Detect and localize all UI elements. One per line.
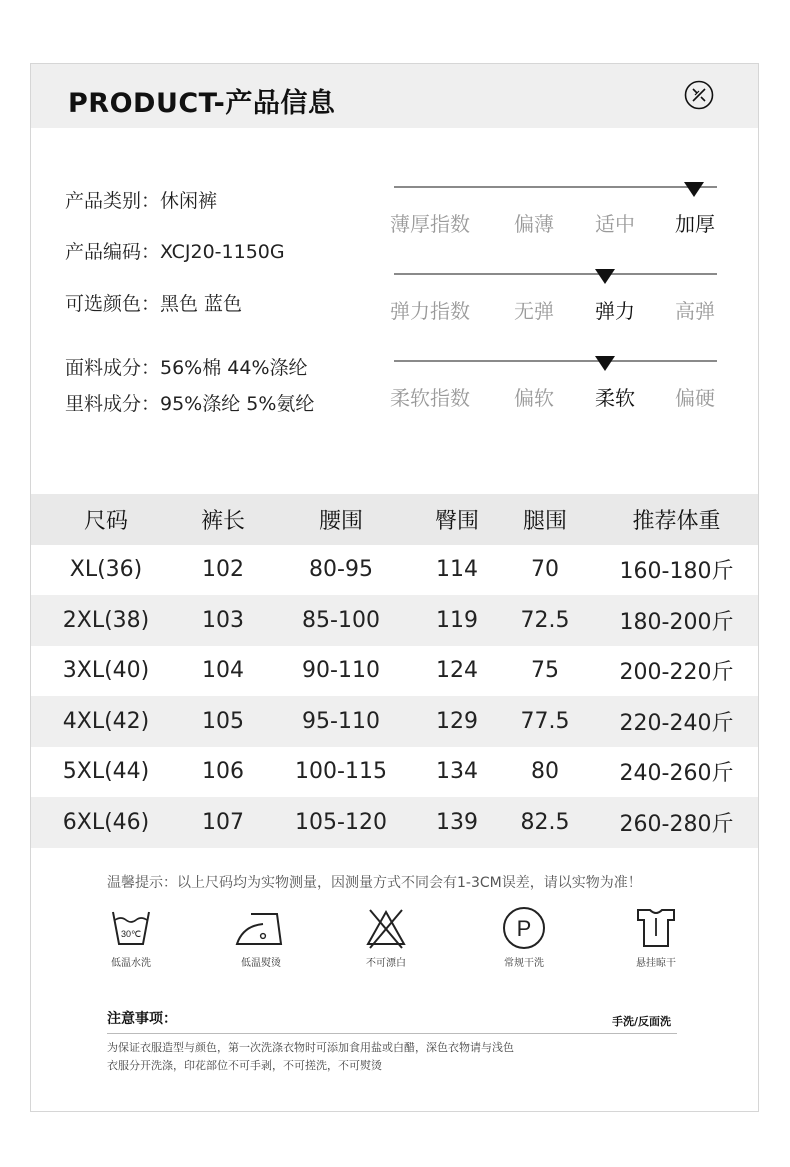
table-cell: 90-110 — [302, 658, 380, 684]
table-cell: 260-280斤 — [619, 811, 734, 837]
care-item-wash — [81, 906, 181, 969]
measurement-tip: 温馨提示：以上尺码均为实物测量，因测量方式不同会有1-3CM误差，请以实物为准！ — [107, 875, 642, 891]
close-icon[interactable] — [684, 80, 714, 110]
scale-line — [394, 273, 717, 275]
table-cell: 139 — [436, 809, 478, 835]
table-cell: XL(36) — [69, 557, 143, 583]
wash-method: 手洗/反面洗 — [612, 1015, 672, 1028]
scale-option: 高弹 — [675, 299, 715, 323]
table-cell: 134 — [436, 759, 478, 785]
wash-temp: 30℃ — [120, 929, 142, 939]
scale-option-selected: 柔软 — [595, 386, 635, 410]
table-cell: 180-200斤 — [619, 609, 734, 635]
table-cell: 105-120 — [295, 809, 387, 835]
table-header: 裤长 — [200, 508, 245, 534]
scale-option: 适中 — [595, 212, 635, 236]
spec-code: 产品编码：XCJ20-1150G — [65, 241, 285, 263]
table-header-row — [31, 494, 758, 545]
scale-option-selected: 弹力 — [595, 299, 635, 323]
table-cell: 3XL(40) — [62, 658, 150, 684]
scale-marker — [684, 182, 704, 197]
care-label: 悬挂晾干 — [636, 958, 676, 969]
header-bar — [31, 64, 758, 128]
scale-option: 偏软 — [514, 386, 554, 410]
scale-option-selected: 加厚 — [675, 212, 715, 236]
scale-line — [394, 360, 717, 362]
table-cell: 5XL(44) — [62, 759, 150, 785]
table-cell: 160-180斤 — [619, 559, 734, 585]
care-item-bleach — [336, 906, 436, 969]
scale-line — [394, 186, 717, 188]
table-cell: 6XL(46) — [62, 809, 150, 835]
table-cell: 2XL(38) — [62, 607, 150, 633]
spec-fabric: 面料成分：56%棉 44%涤纶 — [65, 357, 308, 379]
table-cell: 102 — [202, 557, 244, 583]
table-header: 腿围 — [522, 508, 567, 534]
table-cell: 80-95 — [309, 557, 373, 583]
notice-title: 注意事项： — [107, 1011, 177, 1027]
iron-icon — [233, 906, 289, 950]
product-info-card — [30, 63, 759, 1112]
table-cell: 4XL(42) — [62, 708, 150, 734]
wash-tub-icon — [109, 906, 153, 950]
notice-line: 衣服分开洗涤，印花部位不可手剥，不可搓洗，不可熨烫 — [107, 1059, 382, 1072]
table-header: 推荐体重 — [632, 508, 721, 534]
table-cell: 200-220斤 — [619, 660, 734, 686]
table-row — [31, 696, 758, 747]
divider — [107, 1033, 677, 1034]
table-cell: 240-260斤 — [619, 761, 734, 787]
scale-marker — [595, 356, 615, 371]
notice-line: 为保证衣服造型与颜色，第一次洗涤衣物时可添加食用盐或白醋，深色衣物请与浅色 — [107, 1041, 514, 1054]
care-item-dryclean — [474, 906, 574, 969]
table-cell: 220-240斤 — [619, 710, 734, 736]
scale-marker — [595, 269, 615, 284]
table-cell: 75 — [531, 658, 559, 684]
scale-name: 柔软指数 — [390, 386, 470, 410]
scale-name: 薄厚指数 — [390, 212, 470, 236]
care-label: 低温熨烫 — [241, 958, 281, 969]
table-header: 腰围 — [318, 508, 363, 534]
table-cell: 124 — [436, 658, 478, 684]
scale-option: 偏薄 — [514, 212, 554, 236]
table-cell: 72.5 — [520, 607, 570, 633]
scale-option: 偏硬 — [675, 386, 715, 410]
table-cell: 80 — [531, 759, 559, 785]
care-label: 不可漂白 — [366, 958, 406, 969]
table-header: 尺码 — [83, 508, 128, 534]
table-cell: 103 — [202, 607, 244, 633]
table-cell: 70 — [531, 557, 559, 583]
no-bleach-icon — [364, 906, 408, 950]
table-header: 臀围 — [434, 508, 479, 534]
dry-clean-letter: P — [516, 916, 532, 941]
hang-dry-icon — [634, 906, 678, 950]
spec-colors: 可选颜色：黑色 蓝色 — [65, 293, 243, 315]
table-cell: 129 — [436, 708, 478, 734]
size-table — [31, 494, 758, 846]
table-cell: 105 — [202, 708, 244, 734]
spec-lining: 里料成分：95%涤纶 5%氨纶 — [65, 393, 315, 415]
table-cell: 119 — [436, 607, 478, 633]
dry-clean-icon — [502, 906, 546, 950]
table-row — [31, 747, 758, 798]
scale-name: 弹力指数 — [390, 299, 470, 323]
page-title: PRODUCT-产品信息 — [68, 88, 336, 119]
care-item-hang — [606, 906, 706, 969]
table-cell: 104 — [202, 658, 244, 684]
table-row — [31, 545, 758, 596]
table-cell: 107 — [202, 809, 244, 835]
table-cell: 77.5 — [520, 708, 570, 734]
scale-option: 无弹 — [514, 299, 554, 323]
spec-category: 产品类别：休闲裤 — [65, 190, 218, 212]
table-row — [31, 646, 758, 697]
table-cell: 82.5 — [520, 809, 570, 835]
table-cell: 114 — [436, 557, 478, 583]
table-row — [31, 595, 758, 646]
care-label: 常规干洗 — [504, 958, 544, 969]
table-cell: 106 — [202, 759, 244, 785]
table-row — [31, 797, 758, 848]
care-label: 低温水洗 — [111, 958, 151, 969]
table-cell: 100-115 — [295, 759, 387, 785]
table-cell: 95-110 — [302, 708, 380, 734]
notice-body — [107, 1039, 607, 1075]
care-item-iron — [211, 906, 311, 969]
table-cell: 85-100 — [302, 607, 380, 633]
